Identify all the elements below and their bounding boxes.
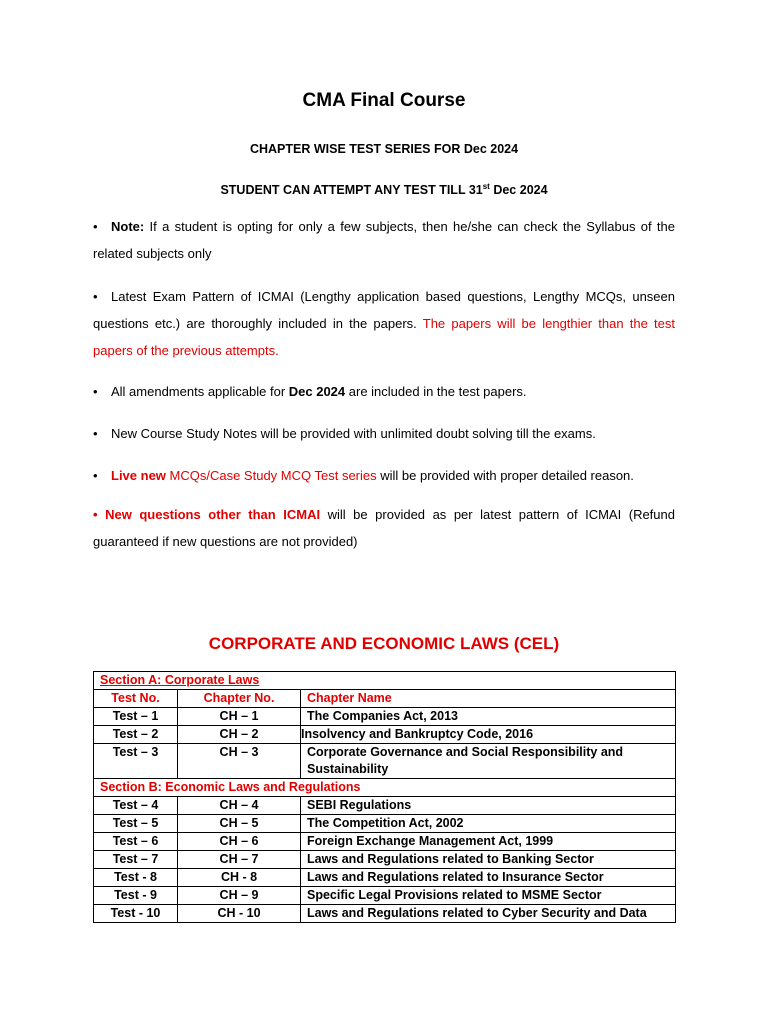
bullet-icon: • — [93, 384, 98, 399]
bullet-icon: • — [93, 426, 98, 441]
amendments-term: Dec 2024 — [288, 384, 346, 399]
table-row — [94, 851, 676, 869]
chapter-name-cell: The Companies Act, 2013 — [301, 708, 676, 726]
chapter-no-cell: CH – 1 — [178, 708, 301, 726]
deadline-superscript: st — [482, 182, 490, 191]
test-no-cell: Test - 9 — [94, 887, 178, 905]
chapter-no-cell: CH – 9 — [178, 887, 301, 905]
page-title: CMA Final Course — [302, 90, 466, 111]
chapter-name-cell: Foreign Exchange Management Act, 1999 — [301, 833, 676, 851]
test-no-cell: Test - 8 — [94, 869, 178, 887]
chapter-name-cell: Corporate Governance and Social Responsibility and Sustainability — [301, 744, 676, 779]
chapter-name-cell: The Competition Act, 2002 — [301, 815, 676, 833]
chapter-no-cell: CH – 3 — [178, 744, 301, 779]
live-mcq-series: MCQs/Case Study MCQ Test series — [165, 468, 377, 483]
test-no-cell: Test – 6 — [94, 833, 178, 851]
note-text: If a student is opting for only a few subjects, then he/she can check the Syllabus of the related subjects only — [93, 219, 675, 261]
header-test-no: Test No. — [94, 690, 178, 708]
bullet-icon: • — [93, 289, 98, 304]
chapter-no-cell: CH – 4 — [178, 797, 301, 815]
chapter-name-cell: Insolvency and Bankruptcy Code, 2016 — [301, 726, 676, 744]
cel-test-table — [93, 671, 676, 923]
cel-section-heading: CORPORATE AND ECONOMIC LAWS (CEL) — [208, 634, 560, 653]
chapter-no-cell: CH - 10 — [178, 905, 301, 923]
table-row — [94, 887, 676, 905]
section-a-row — [94, 672, 676, 690]
chapter-name-cell: Laws and Regulations related to Banking Sector — [301, 851, 676, 869]
test-series-subtitle: CHAPTER WISE TEST SERIES FOR Dec 2024 — [249, 142, 519, 156]
study-notes-paragraph — [93, 420, 675, 447]
deadline-suffix: Dec 2024 — [489, 183, 548, 197]
header-chapter-name: Chapter Name — [301, 690, 676, 708]
chapter-no-cell: CH - 8 — [178, 869, 301, 887]
header-chapter-no: Chapter No. — [178, 690, 301, 708]
exam-pattern-text: Latest Exam Pattern of ICMAI (Lengthy application based questions, Lengthy MCQs, unseen questions etc.) are thoroughly included in the papers. — [93, 289, 675, 331]
table-row — [94, 726, 676, 744]
chapter-no-cell: CH – 7 — [178, 851, 301, 869]
section-b-row — [94, 779, 676, 797]
amendments-suffix: are included in the test papers. — [345, 384, 527, 399]
new-questions-text: will be provided as per latest pattern of ICMAI (Refund guaranteed if new questions are not provided) — [93, 507, 675, 549]
table-row — [94, 815, 676, 833]
section-a-title: Section A: Corporate Laws — [100, 673, 260, 687]
test-no-cell: Test – 2 — [94, 726, 178, 744]
test-no-cell: Test – 3 — [94, 744, 178, 779]
live-new-label: Live new — [111, 468, 166, 483]
test-no-cell: Test - 10 — [94, 905, 178, 923]
new-questions-paragraph — [93, 501, 675, 555]
table-row — [94, 708, 676, 726]
note-label: Note: — [111, 219, 145, 234]
chapter-no-cell: CH – 2 — [178, 726, 301, 744]
amendments-prefix: All amendments applicable for — [111, 384, 289, 399]
live-mcq-paragraph — [93, 462, 675, 489]
table-row — [94, 797, 676, 815]
table-row — [94, 905, 676, 923]
table-row — [94, 869, 676, 887]
note-paragraph — [93, 213, 675, 267]
deadline-prefix: STUDENT CAN ATTEMPT ANY TEST TILL 31 — [220, 183, 483, 197]
chapter-no-cell: CH – 6 — [178, 833, 301, 851]
section-b-title: Section B: Economic Laws and Regulations — [94, 779, 676, 797]
test-no-cell: Test – 4 — [94, 797, 178, 815]
bullet-icon: • — [93, 468, 98, 483]
amendments-paragraph — [93, 378, 675, 405]
test-no-cell: Test – 5 — [94, 815, 178, 833]
table-header-row — [94, 690, 676, 708]
test-no-cell: Test – 7 — [94, 851, 178, 869]
study-notes-text: New Course Study Notes will be provided with unlimited doubt solving till the exams. — [111, 426, 596, 441]
table-row — [94, 833, 676, 851]
attempt-deadline-subtitle — [0, 178, 768, 199]
cel-table-body — [94, 672, 676, 923]
new-questions-label: • New questions other than ICMAI — [93, 507, 321, 522]
bullet-icon: • — [93, 219, 98, 234]
live-mcq-text: will be provided with proper detailed reason. — [376, 468, 634, 483]
exam-pattern-paragraph — [93, 283, 675, 364]
chapter-name-cell: Laws and Regulations related to Cyber Security and Data — [301, 905, 676, 923]
lengthier-papers-note: The papers will be lengthier than the test papers of the previous attempts. — [93, 316, 676, 358]
chapter-name-cell: SEBI Regulations — [301, 797, 676, 815]
test-no-cell: Test – 1 — [94, 708, 178, 726]
table-row — [94, 744, 676, 779]
chapter-no-cell: CH – 5 — [178, 815, 301, 833]
chapter-name-cell: Specific Legal Provisions related to MSME Sector — [301, 887, 676, 905]
chapter-name-cell: Laws and Regulations related to Insurance Sector — [301, 869, 676, 887]
